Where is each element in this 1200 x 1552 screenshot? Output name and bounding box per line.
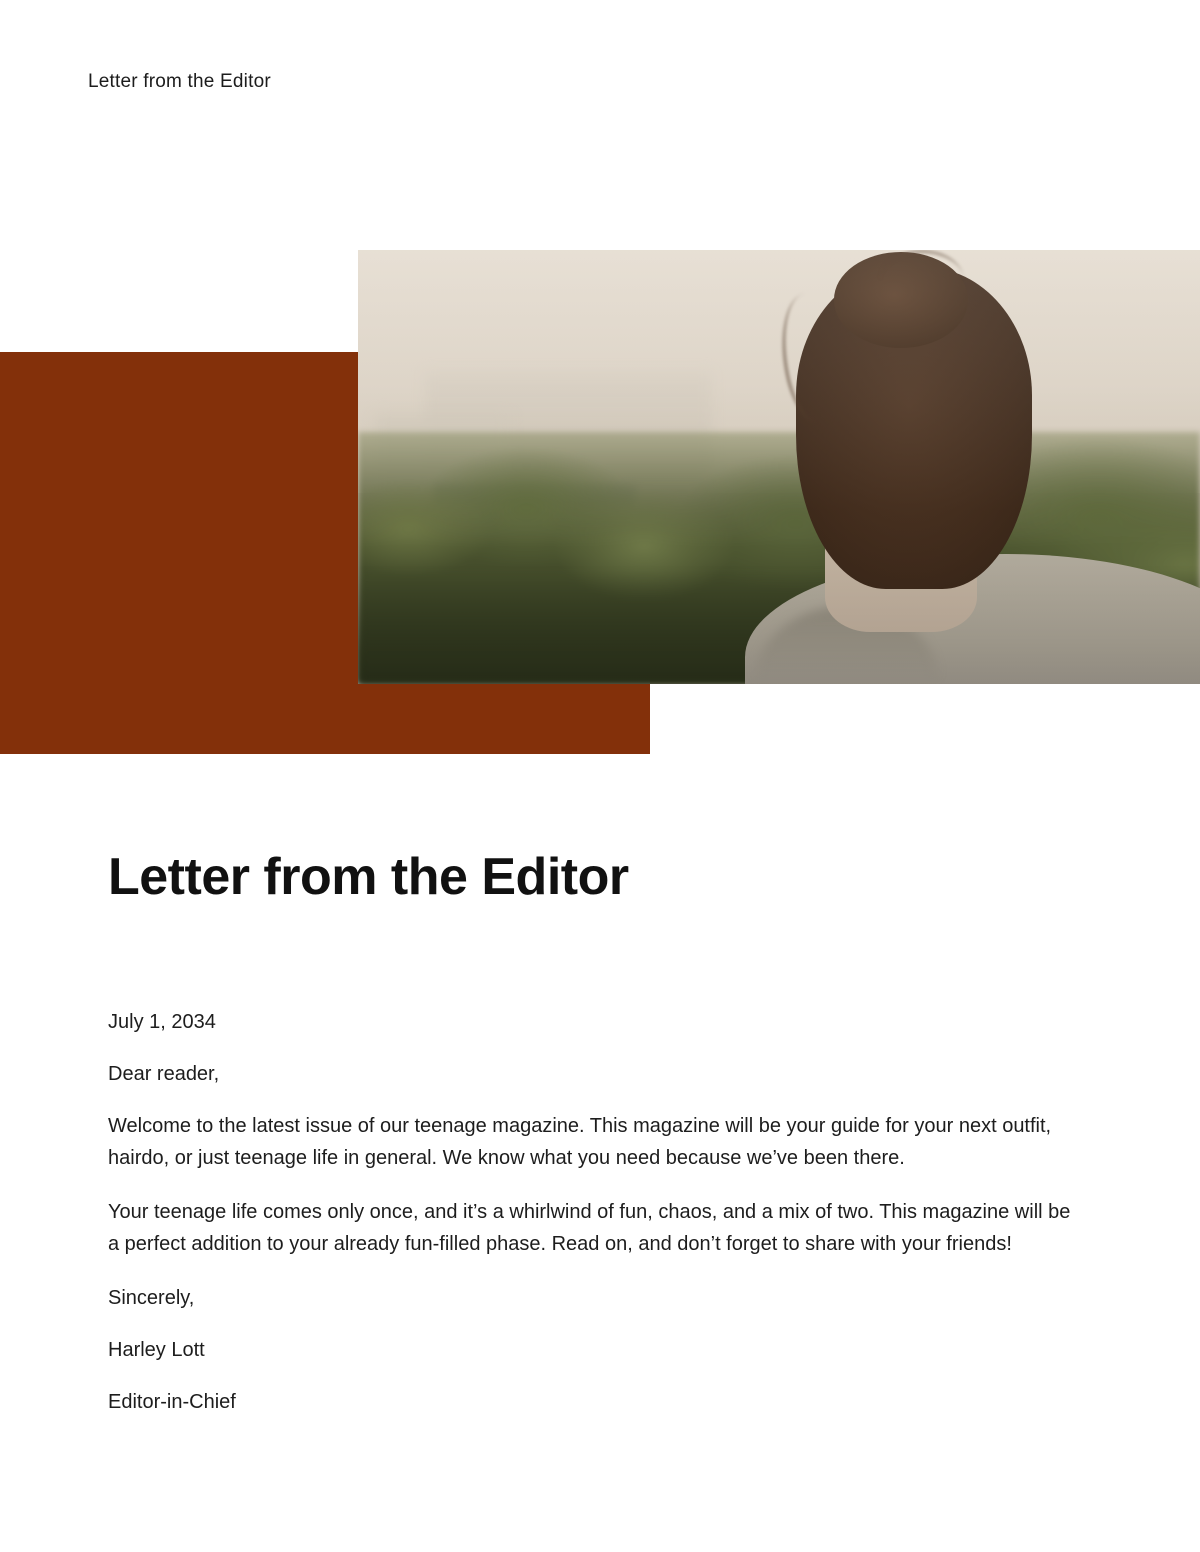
letter-paragraph-2: Your teenage life comes only once, and it’s a whirlwind of fun, chaos, and a mix of two. This magazine will be a perfect addition to your already fun-filled phase. Read on, and don’t forget to share with your friends! bbox=[108, 1201, 1071, 1255]
letter-closing: Sincerely, bbox=[108, 1287, 195, 1309]
letter-body bbox=[108, 1006, 1088, 1438]
photo-color-overlay bbox=[358, 250, 1200, 684]
page-title: Letter from the Editor bbox=[108, 847, 629, 906]
letter-date: July 1, 2034 bbox=[108, 1011, 216, 1033]
hero-photo-illustration bbox=[358, 250, 1200, 684]
letter-signature-name: Harley Lott bbox=[108, 1339, 205, 1361]
letter-salutation: Dear reader, bbox=[108, 1063, 220, 1085]
letter-signature-title: Editor-in-Chief bbox=[108, 1391, 236, 1413]
letter-paragraph-1: Welcome to the latest issue of our teenage magazine. This magazine will be your guide for your next outfit, hairdo, or just teenage life in general. We know what you need because we’ve been there. bbox=[108, 1115, 1052, 1169]
header-label: Letter from the Editor bbox=[88, 71, 271, 92]
hero-photo bbox=[358, 250, 1200, 684]
